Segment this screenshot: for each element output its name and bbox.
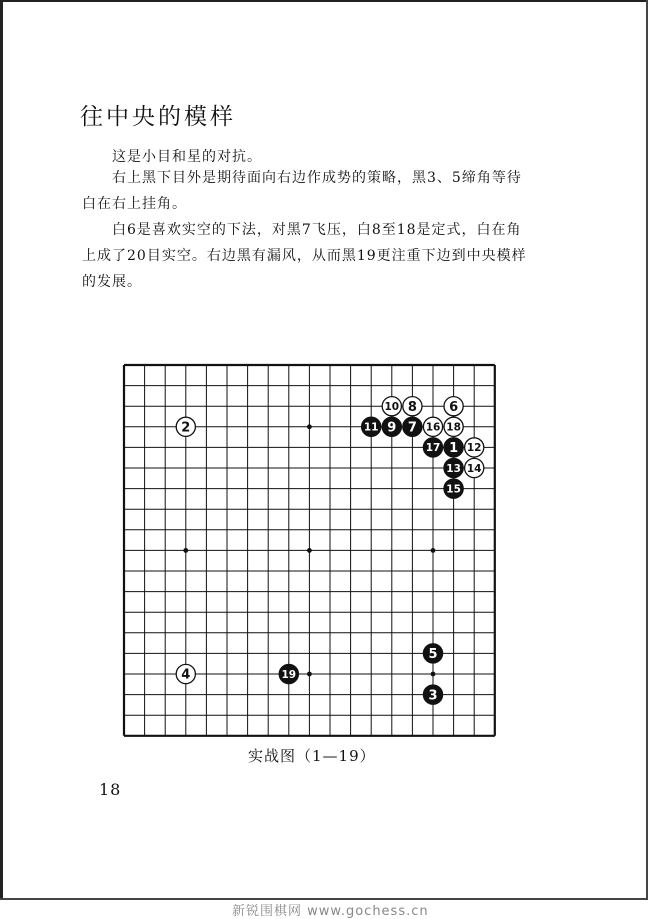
figure-caption: 实战图（1—19） bbox=[248, 747, 376, 765]
hoshi-point bbox=[307, 672, 312, 677]
hoshi-point bbox=[431, 548, 436, 553]
page-number: 18 bbox=[99, 780, 122, 799]
stone-number-label: 5 bbox=[428, 647, 438, 663]
stone-number-label: 15 bbox=[446, 483, 461, 496]
stone-number-label: 16 bbox=[425, 421, 441, 434]
stone-number-label: 1 bbox=[449, 441, 459, 457]
watermark: 新锐围棋网 www.gochess.cn bbox=[232, 904, 429, 919]
stone-number-label: 14 bbox=[466, 462, 482, 475]
stone-number-label: 4 bbox=[181, 667, 191, 683]
stone-number-label: 13 bbox=[446, 462, 461, 475]
paragraph-1-text: 这是小目和星的对抗。 bbox=[112, 149, 262, 165]
stone-number-label: 17 bbox=[425, 442, 441, 455]
stone-number-label: 3 bbox=[428, 688, 438, 704]
stone-number-label: 12 bbox=[466, 442, 482, 455]
stone-number-label: 19 bbox=[281, 668, 297, 681]
hoshi-point bbox=[431, 672, 436, 677]
stone-number-label: 9 bbox=[387, 420, 397, 436]
stone-number-label: 18 bbox=[446, 421, 461, 434]
page-title: 往中央的模样 bbox=[80, 104, 236, 130]
stone-number-label: 8 bbox=[407, 399, 417, 415]
stone-number-label: 11 bbox=[363, 421, 379, 434]
stone-number-label: 7 bbox=[407, 420, 417, 436]
hoshi-point bbox=[307, 424, 312, 429]
paragraph-3-text: 白6是喜欢实空的下法，对黑7飞压，白8至18是定式，白在角上成了20目实空。右边黑有漏风，从而黑19更注重下边到中央模样的发展。 bbox=[82, 222, 527, 290]
stone-number-label: 6 bbox=[449, 399, 459, 415]
paragraph-2-text: 右上黑下目外是期待面向右边作成势的策略，黑3、5缔角等待白在右上挂角。 bbox=[82, 170, 522, 212]
hoshi-point bbox=[307, 548, 312, 553]
stone-number-label: 10 bbox=[384, 400, 400, 413]
stone-number-label: 2 bbox=[181, 420, 191, 436]
hoshi-point bbox=[183, 548, 188, 553]
